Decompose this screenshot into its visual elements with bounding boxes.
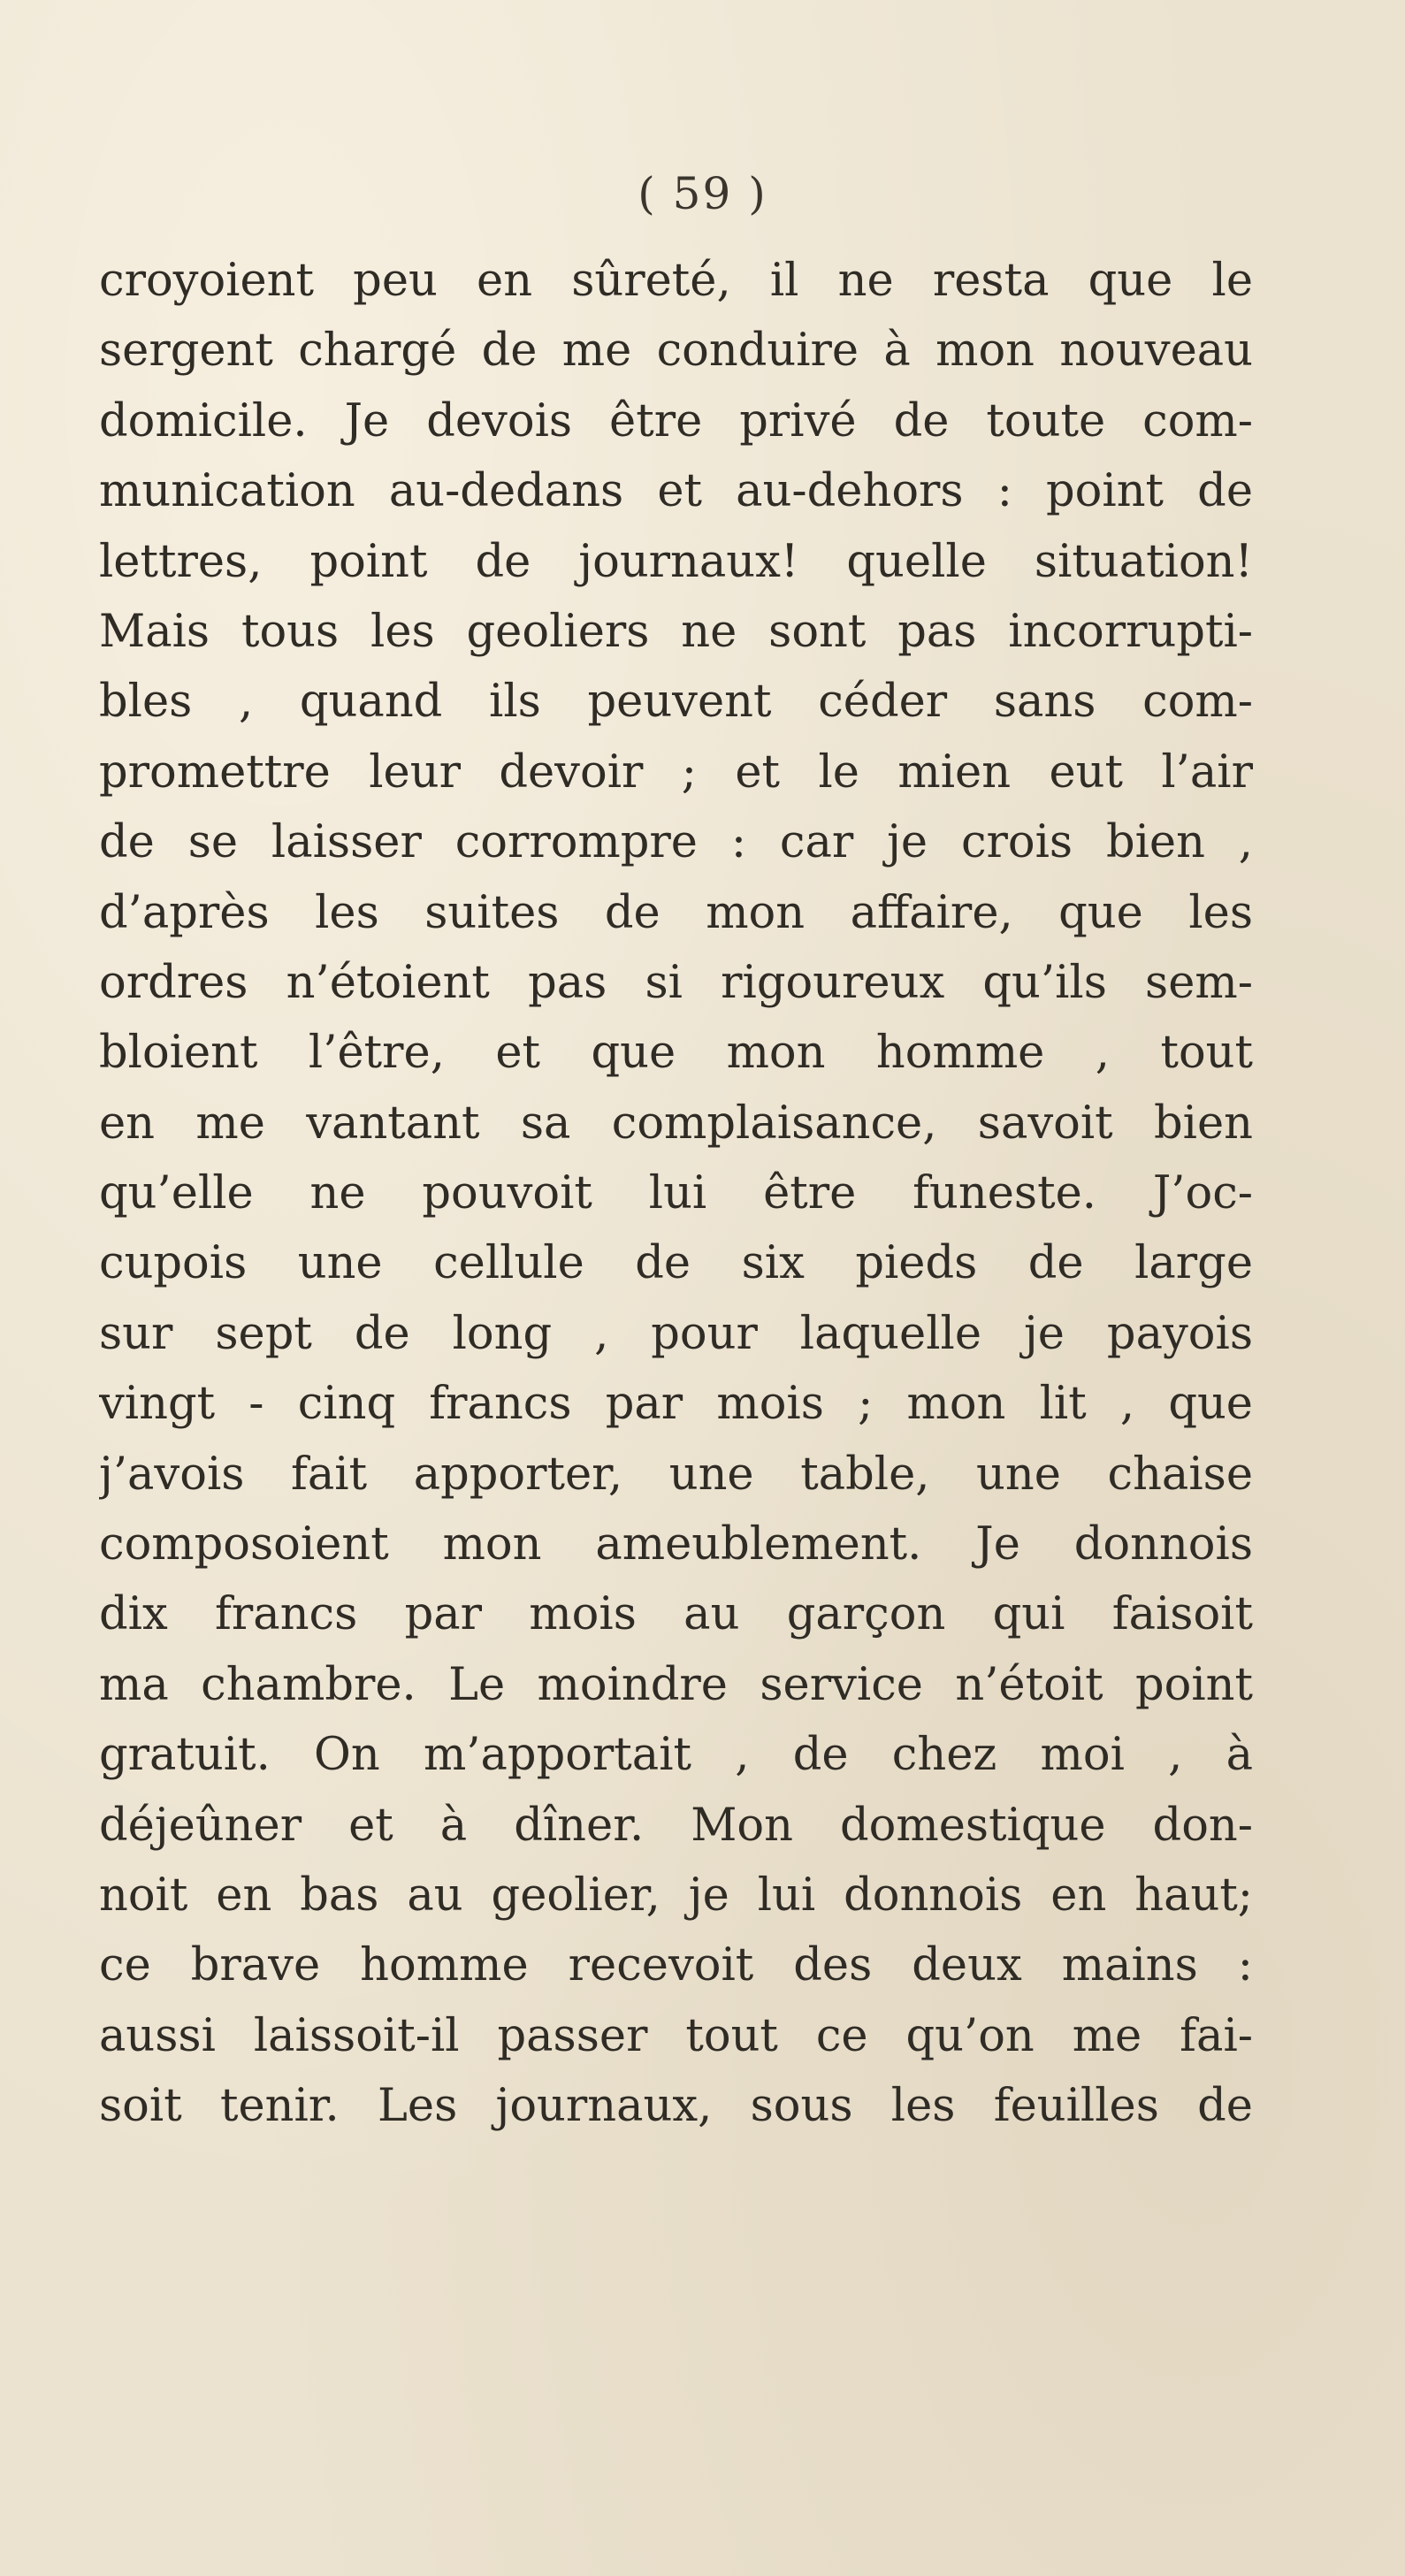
- text-line: sur sept de long , pour laquelle je payois: [99, 1307, 1253, 1360]
- text-line: sergent chargé de me conduire à mon nouveau: [99, 325, 1253, 378]
- text-line: Mais tous les geoliers ne sont pas incorrupti-: [99, 605, 1253, 658]
- text-line: gratuit. On m’apportait , de chez moi , à: [99, 1729, 1253, 1782]
- text-line: bloient l’être, et que mon homme , tout: [99, 1027, 1253, 1080]
- text-line: ma chambre. Le moindre service n’étoit point: [99, 1658, 1253, 1711]
- text-line: en me vantant sa complaisance, savoit bien: [99, 1097, 1253, 1150]
- text-line: soit tenir. Les journaux, sous les feuilles de: [99, 2080, 1253, 2133]
- text-line: de se laisser corrompre : car je crois bien ,: [99, 816, 1253, 869]
- body-text: [99, 246, 1253, 2142]
- text-line: vingt - cinq francs par mois ; mon lit , que: [99, 1378, 1253, 1431]
- text-line: ordres n’étoient pas si rigoureux qu’ils sem-: [99, 956, 1253, 1009]
- text-line: cupois une cellule de six pieds de large: [99, 1237, 1253, 1290]
- text-line: lettres, point de journaux! quelle situation!: [99, 535, 1253, 588]
- text-line: d’après les suites de mon affaire, que les: [99, 886, 1253, 939]
- text-line: aussi laissoit-il passer tout ce qu’on me fai-: [99, 2009, 1253, 2062]
- text-line: munication au-dedans et au-dehors : point de: [99, 465, 1253, 518]
- text-line: dix francs par mois au garçon qui faisoit: [99, 1588, 1253, 1641]
- text-line: domicile. Je devois être privé de toute com-: [99, 394, 1253, 447]
- text-line: noit en bas au geolier, je lui donnois en haut;: [99, 1869, 1253, 1922]
- text-line: j’avois fait apporter, une table, une chaise: [99, 1448, 1253, 1501]
- text-line: croyoient peu en sûreté, il ne resta que le: [99, 255, 1253, 307]
- text-line: bles , quand ils peuvent céder sans com-: [99, 676, 1253, 729]
- text-line: composoient mon ameublement. Je donnois: [99, 1518, 1253, 1571]
- page-number: ( 59 ): [638, 168, 767, 219]
- text-line: ce brave homme recevoit des deux mains :: [99, 1939, 1253, 1992]
- text-line: déjeûner et à dîner. Mon domestique don-: [99, 1799, 1253, 1852]
- text-line: promettre leur devoir ; et le mien eut l’air: [99, 745, 1253, 799]
- text-line: qu’elle ne pouvoit lui être funeste. J’oc-: [99, 1167, 1253, 1220]
